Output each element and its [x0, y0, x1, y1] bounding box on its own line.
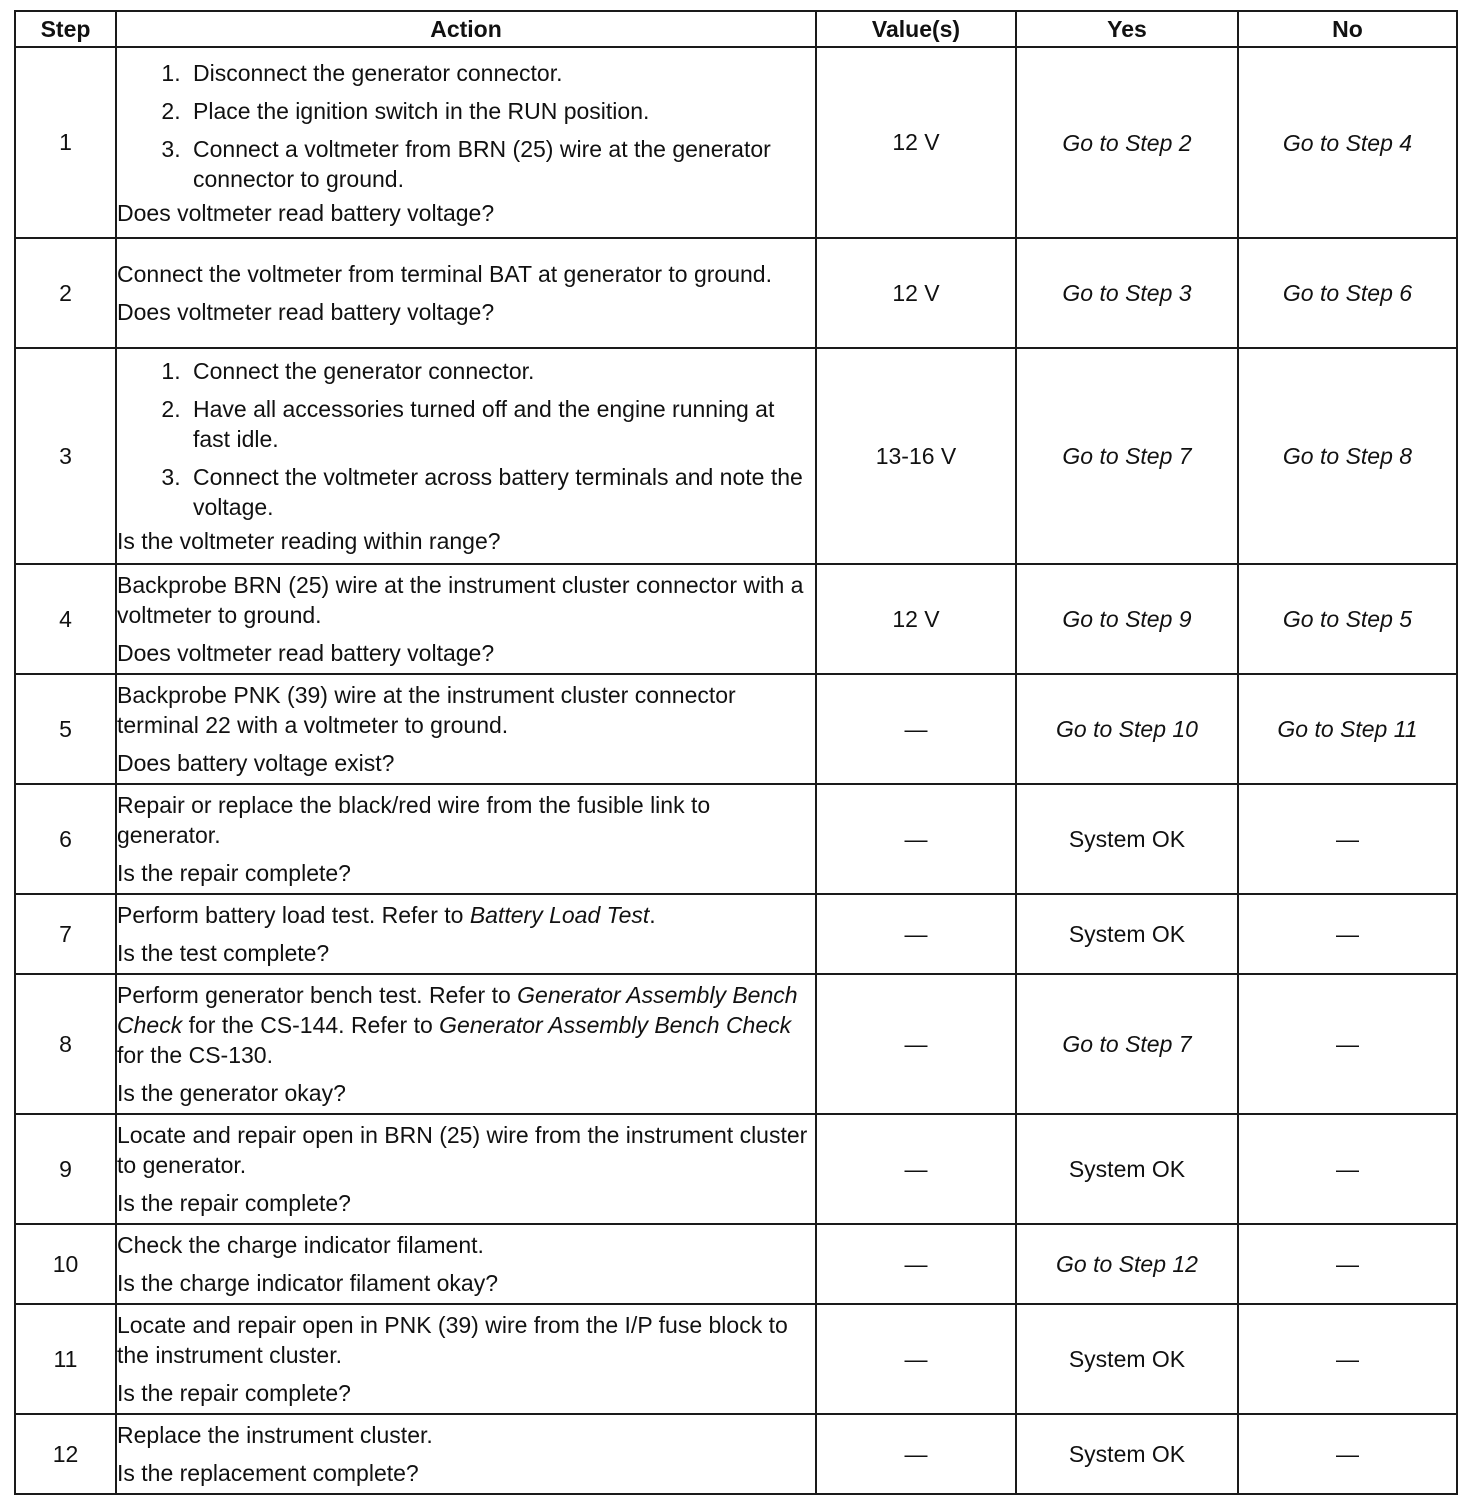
action-cell	[116, 894, 816, 974]
action-question: Does voltmeter read battery voltage?	[117, 199, 495, 226]
table-row	[15, 674, 1457, 784]
step-number: 10	[15, 1224, 116, 1304]
step-number: 3	[15, 348, 116, 564]
no-outcome: Go to Step 6	[1238, 238, 1457, 348]
header-step: Step	[15, 11, 116, 47]
no-outcome: —	[1238, 1114, 1457, 1224]
yes-outcome: System OK	[1016, 1414, 1238, 1494]
header-values: Value(s)	[816, 11, 1016, 47]
step-number: 6	[15, 784, 116, 894]
header-action: Action	[116, 11, 816, 47]
no-outcome: —	[1238, 1414, 1457, 1494]
diagnostic-table-container	[14, 10, 1456, 1495]
yes-outcome: Go to Step 7	[1016, 348, 1238, 564]
action-instruction	[117, 900, 815, 930]
value-cell: 12 V	[816, 47, 1016, 238]
value-cell: —	[816, 784, 1016, 894]
diagnostic-table	[14, 10, 1458, 1495]
action-cell	[116, 47, 816, 238]
action-instruction: Backprobe BRN (25) wire at the instrument cluster connector with a voltmeter to ground.	[117, 572, 804, 628]
yes-outcome: Go to Step 10	[1016, 674, 1238, 784]
instruction-text: .	[649, 902, 656, 928]
action-cell	[116, 564, 816, 674]
action-cell	[116, 784, 816, 894]
yes-outcome: Go to Step 12	[1016, 1224, 1238, 1304]
action-cell	[116, 1224, 816, 1304]
value-cell: 12 V	[816, 238, 1016, 348]
action-question: Is the repair complete?	[117, 1190, 351, 1216]
value-cell: —	[816, 674, 1016, 784]
value-cell: —	[816, 1224, 1016, 1304]
action-instruction: Backprobe PNK (39) wire at the instrument cluster connector terminal 22 with a voltmeter to ground.	[117, 682, 736, 738]
value-cell: —	[816, 974, 1016, 1114]
instruction-text: Perform generator bench test. Refer to	[117, 982, 518, 1008]
step-number: 7	[15, 894, 116, 974]
action-instruction	[117, 980, 815, 1070]
yes-outcome: Go to Step 3	[1016, 238, 1238, 348]
action-question: Is the voltmeter reading within range?	[117, 528, 501, 554]
action-question: Is the charge indicator filament okay?	[117, 1270, 498, 1296]
no-outcome: —	[1238, 784, 1457, 894]
yes-outcome: Go to Step 9	[1016, 564, 1238, 674]
action-cell	[116, 674, 816, 784]
action-cell	[116, 974, 816, 1114]
action-step: 3. Connect a voltmeter from BRN (25) wire at the generator connector to ground.	[187, 134, 815, 194]
action-step: 3. Connect the voltmeter across battery terminals and note the voltage.	[187, 462, 815, 522]
step-number: 8	[15, 974, 116, 1114]
header-yes: Yes	[1016, 11, 1238, 47]
action-step: 2. Have all accessories turned off and the engine running at fast idle.	[187, 394, 815, 454]
action-question: Is the replacement complete?	[117, 1460, 419, 1486]
reference-title: Generator Assembly Bench Check	[117, 982, 798, 1038]
action-question: Is the repair complete?	[117, 860, 351, 886]
table-row	[15, 238, 1457, 348]
action-step: 2. Place the ignition switch in the RUN position.	[187, 96, 815, 126]
step-number: 4	[15, 564, 116, 674]
action-cell	[116, 348, 816, 564]
action-cell	[116, 238, 816, 348]
yes-outcome: Go to Step 2	[1016, 47, 1238, 238]
value-cell: —	[816, 1304, 1016, 1414]
value-cell: —	[816, 1114, 1016, 1224]
instruction-text: Perform battery load test. Refer to	[117, 902, 470, 928]
table-row	[15, 1224, 1457, 1304]
value-cell: 13-16 V	[816, 348, 1016, 564]
no-outcome: —	[1238, 974, 1457, 1114]
value-cell: —	[816, 1414, 1016, 1494]
action-instruction: Connect the voltmeter from terminal BAT at generator to ground.	[117, 261, 772, 287]
action-cell	[116, 1414, 816, 1494]
value-cell: 12 V	[816, 564, 1016, 674]
table-row	[15, 784, 1457, 894]
table-row	[15, 348, 1457, 564]
value-cell: —	[816, 894, 1016, 974]
table-row	[15, 564, 1457, 674]
no-outcome: —	[1238, 894, 1457, 974]
action-question: Is the repair complete?	[117, 1380, 351, 1406]
step-number: 9	[15, 1114, 116, 1224]
yes-outcome: System OK	[1016, 784, 1238, 894]
action-question: Does voltmeter read battery voltage?	[117, 640, 495, 666]
action-instruction: Locate and repair open in PNK (39) wire from the I/P fuse block to the instrument cluster.	[117, 1312, 788, 1368]
no-outcome: Go to Step 8	[1238, 348, 1457, 564]
action-question: Is the test complete?	[117, 940, 330, 966]
step-number: 12	[15, 1414, 116, 1494]
table-row	[15, 1304, 1457, 1414]
action-steps-list	[117, 356, 815, 522]
yes-outcome: Go to Step 7	[1016, 974, 1238, 1114]
table-row	[15, 1414, 1457, 1494]
action-step: 1. Disconnect the generator connector.	[187, 58, 815, 88]
reference-title: Generator Assembly Bench Check	[439, 1012, 792, 1038]
instruction-text: for the CS-130.	[117, 1042, 273, 1068]
header-row	[15, 11, 1457, 47]
action-instruction: Check the charge indicator filament.	[117, 1232, 484, 1258]
step-number: 2	[15, 238, 116, 348]
no-outcome: —	[1238, 1224, 1457, 1304]
action-question: Does battery voltage exist?	[117, 750, 395, 776]
action-step: 1. Connect the generator connector.	[187, 356, 815, 386]
yes-outcome: System OK	[1016, 894, 1238, 974]
reference-title: Battery Load Test	[469, 902, 650, 928]
table-row	[15, 47, 1457, 238]
step-number: 5	[15, 674, 116, 784]
table-row	[15, 974, 1457, 1114]
yes-outcome: System OK	[1016, 1114, 1238, 1224]
action-cell	[116, 1304, 816, 1414]
action-instruction: Replace the instrument cluster.	[117, 1422, 433, 1448]
no-outcome: Go to Step 11	[1238, 674, 1457, 784]
action-question: Does voltmeter read battery voltage?	[117, 299, 495, 325]
yes-outcome: System OK	[1016, 1304, 1238, 1414]
action-instruction: Locate and repair open in BRN (25) wire from the instrument cluster to generator.	[117, 1122, 808, 1178]
no-outcome: —	[1238, 1304, 1457, 1414]
action-question: Is the generator okay?	[117, 1080, 346, 1106]
action-cell	[116, 1114, 816, 1224]
action-instruction: Repair or replace the black/red wire from the fusible link to generator.	[117, 792, 711, 848]
no-outcome: Go to Step 5	[1238, 564, 1457, 674]
header-no: No	[1238, 11, 1457, 47]
step-number: 11	[15, 1304, 116, 1414]
table-row	[15, 1114, 1457, 1224]
step-number: 1	[15, 47, 116, 238]
action-steps-list	[117, 58, 815, 194]
instruction-text: for the CS-144. Refer to	[182, 1012, 440, 1038]
table-row	[15, 894, 1457, 974]
no-outcome: Go to Step 4	[1238, 47, 1457, 238]
